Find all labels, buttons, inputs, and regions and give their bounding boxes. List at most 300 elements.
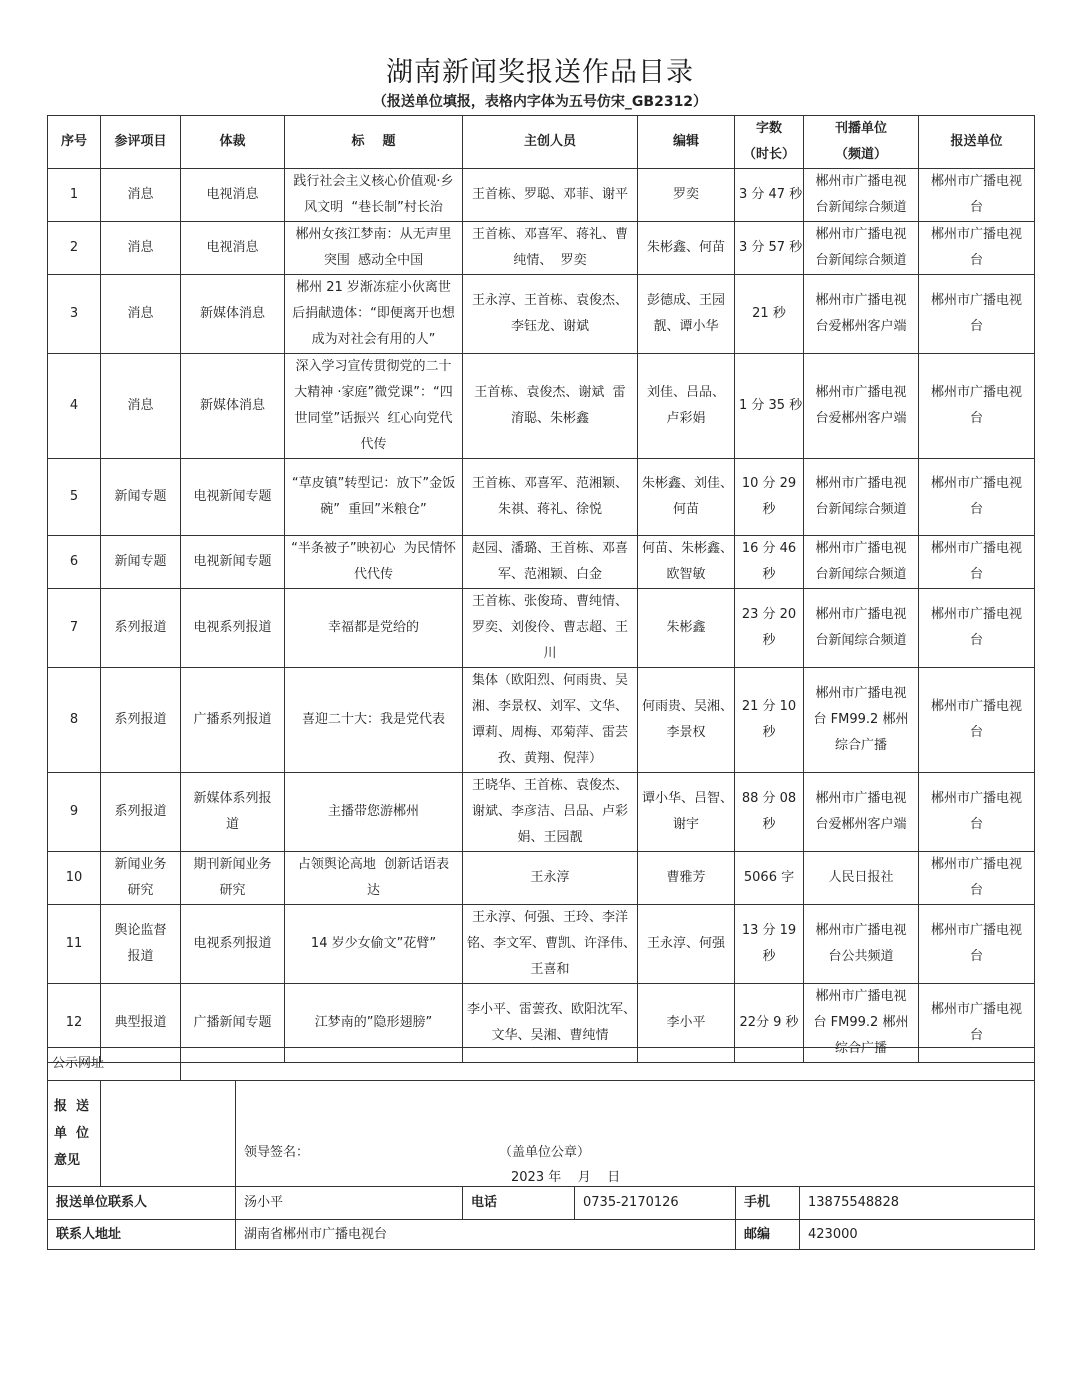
title-cell: [285, 169, 463, 222]
table-row: [48, 852, 1035, 905]
row-number: 10: [48, 852, 101, 905]
opinion-label: [48, 1081, 101, 1187]
submitter-cell: [919, 852, 1035, 905]
postcode-label: 邮编: [736, 1220, 800, 1250]
editor-cell-line: 彭德成、王园: [646, 293, 725, 308]
row-number: 6: [48, 536, 101, 589]
editor-cell: [638, 905, 735, 984]
creators-cell-line: 王首栋、张俊琦、曹纯情、: [471, 594, 628, 609]
creators-cell: [463, 905, 638, 984]
category-cell: [101, 589, 181, 668]
genre-cell: [181, 275, 285, 354]
editor-cell-line: 谢宇: [672, 817, 699, 832]
creators-cell-line: 王首栋、罗聪、邓菲、谢平: [471, 187, 628, 202]
address-label: 联系人地址: [48, 1220, 236, 1250]
leader-signature-label: 领导签名：: [244, 1145, 310, 1160]
creators-cell-line: 王永淳、何强、王玲、李洋: [471, 910, 628, 925]
editor-cell-line: 李小平: [666, 1015, 706, 1030]
media-cell-line: 郴州市广播电视: [815, 174, 907, 189]
editor-cell-line: 李景权: [666, 725, 706, 740]
media-cell: [804, 536, 919, 589]
table-row: [48, 589, 1035, 668]
media-cell-line: 郴州市广播电视: [815, 385, 907, 400]
creators-cell-line: 娟、王园靓: [517, 830, 583, 845]
opinion-blank: [101, 1081, 236, 1187]
length-cell: [735, 852, 804, 905]
submitter-cell-line: 台: [969, 411, 983, 426]
media-cell: [804, 852, 919, 905]
genre-cell: [181, 222, 285, 275]
creators-cell-line: 王永淳: [530, 870, 570, 885]
header-genre: 体裁: [181, 116, 285, 169]
length-cell-line: 秒: [762, 502, 776, 517]
title-cell-line: 达: [366, 883, 380, 898]
length-cell-line: 22分 9 秒: [739, 1015, 799, 1030]
submitter-cell-line: 郴州市广播电视: [930, 476, 1022, 491]
length-cell-line: 23 分 20: [741, 607, 797, 622]
submitter-cell: [919, 668, 1035, 773]
submitter-cell-line: 台: [969, 502, 983, 517]
title-cell-line: “半条被子”映初心 为民情怀: [291, 541, 456, 556]
title-cell-line: 14 岁少女偷文”花臂”: [310, 936, 437, 951]
row-number: 7: [48, 589, 101, 668]
header-title: 标 题: [285, 116, 463, 169]
genre-cell-line: 电视新闻专题: [193, 489, 272, 504]
editor-cell-line: 靓、谭小华: [653, 319, 719, 334]
creators-cell-line: 王首栋、邓喜军、蒋礼、曹: [471, 227, 628, 242]
title-cell: [285, 852, 463, 905]
category-cell: [101, 459, 181, 536]
length-cell: [735, 222, 804, 275]
editor-cell: [638, 852, 735, 905]
category-cell: [101, 275, 181, 354]
submitter-cell-line: 郴州市广播电视: [930, 923, 1022, 938]
genre-cell: [181, 536, 285, 589]
creators-cell: [463, 589, 638, 668]
submitter-cell-line: 台: [969, 949, 983, 964]
table-row: [48, 354, 1035, 459]
title-cell: [285, 275, 463, 354]
creators-cell: [463, 169, 638, 222]
length-cell: [735, 773, 804, 852]
header-no: 序号: [48, 116, 101, 169]
creators-cell-line: 王永淳、王首栋、袁俊杰、: [471, 293, 628, 308]
category-cell-line: 消息: [127, 398, 154, 413]
opinion-label-line3: 意见: [54, 1153, 81, 1168]
category-cell: [101, 222, 181, 275]
editor-cell: [638, 589, 735, 668]
media-cell-line: 台新闻综合频道: [815, 633, 907, 648]
header-length-line1: 字数: [755, 121, 782, 136]
category-cell: [101, 354, 181, 459]
genre-cell: [181, 852, 285, 905]
category-cell-line: 新闻专题: [114, 489, 167, 504]
media-cell-line: 人民日报社: [828, 870, 894, 885]
row-number: 1: [48, 169, 101, 222]
submitter-cell-line: 台: [969, 633, 983, 648]
editor-cell-line: 何苗、朱彬鑫、: [642, 541, 734, 556]
publicity-label: 公示网址: [48, 1048, 181, 1081]
title-cell: [285, 773, 463, 852]
media-cell-line: 台爱郴州客户端: [815, 319, 907, 334]
editor-cell-line: 曹雅芳: [666, 870, 706, 885]
length-cell: [735, 354, 804, 459]
editor-cell-line: 罗奕: [672, 187, 699, 202]
address-value: 湖南省郴州市广播电视台: [236, 1220, 736, 1250]
table-row: [48, 668, 1035, 773]
title-cell-line: 践行社会主义核心价值观·乡: [293, 174, 454, 189]
title-cell-line: 代代传: [353, 567, 393, 582]
table-header-row: [48, 116, 1035, 169]
creators-cell-line: 军、范湘颖、白金: [497, 567, 602, 582]
creators-cell-line: 罗奕、刘俊伶、曹志超、王: [471, 620, 628, 635]
table-body: [48, 169, 1035, 1063]
title-cell-line: 郴州 21 岁渐冻症小伙离世: [296, 280, 451, 295]
title-cell: [285, 536, 463, 589]
table-row: [48, 169, 1035, 222]
creators-cell: [463, 354, 638, 459]
media-cell-line: 郴州市广播电视: [815, 923, 907, 938]
title-cell-line: 突围 感动全中国: [323, 253, 424, 268]
entries-table: [47, 115, 1035, 1063]
document-title: 湖南新闻奖报送作品目录: [386, 57, 694, 88]
length-cell-line: 3 分 47 秒: [739, 187, 803, 202]
contact-person-label: 报送单位联系人: [48, 1187, 236, 1220]
title-cell-line: 风文明 “巷长制”村长治: [304, 200, 443, 215]
submitter-cell: [919, 222, 1035, 275]
length-cell-line: 10 分 29: [741, 476, 797, 491]
length-cell: [735, 668, 804, 773]
category-cell: [101, 852, 181, 905]
title-cell-line: 深入学习宣传贯彻党的二十: [295, 359, 452, 374]
title-cell-line: 江梦南的”隐形翅膀”: [314, 1015, 433, 1030]
phone-label: 电话: [463, 1187, 575, 1220]
table-row: [48, 459, 1035, 536]
editor-cell-line: 朱彬鑫、何苗: [646, 240, 725, 255]
opinion-body: [236, 1081, 1035, 1187]
media-cell-line: 郴州市广播电视: [815, 791, 907, 806]
creators-cell: [463, 222, 638, 275]
title-cell-line: “草皮镇”转型记：放下”金饭: [291, 476, 456, 491]
editor-cell-line: 刘佳、吕品、: [646, 385, 725, 400]
title-cell-line: 后捐献遗体：“即便离开也想: [292, 306, 455, 321]
media-cell: [804, 222, 919, 275]
creators-cell: [463, 852, 638, 905]
length-cell: [735, 905, 804, 984]
length-cell-line: 秒: [762, 817, 776, 832]
header-submitter: 报送单位: [919, 116, 1035, 169]
table-row: [48, 275, 1035, 354]
media-cell-line: 郴州市广播电视: [815, 541, 907, 556]
creators-cell-line: 纯情、 罗奕: [513, 253, 587, 268]
media-cell-line: 台爱郴州客户端: [815, 411, 907, 426]
editor-cell-line: 卢彩娟: [666, 411, 706, 426]
length-cell-line: 秒: [762, 633, 776, 648]
media-cell-line: 郴州市广播电视: [815, 607, 907, 622]
length-cell-line: 21 分 10: [741, 699, 797, 714]
submitter-cell: [919, 169, 1035, 222]
length-cell-line: 3 分 57 秒: [739, 240, 803, 255]
creators-cell-line: 谢斌、李彦洁、吕品、卢彩: [471, 804, 628, 819]
creators-cell-line: 川: [543, 646, 557, 661]
submitter-cell: [919, 905, 1035, 984]
mobile-value: 13875548828: [800, 1187, 1035, 1220]
category-cell-line: 报道: [127, 949, 154, 964]
creators-cell-line: 王晓华、王首栋、袁俊杰、: [471, 778, 628, 793]
mobile-label: 手机: [736, 1187, 800, 1220]
publicity-value[interactable]: [181, 1048, 1035, 1081]
header-creators: 主创人员: [463, 116, 638, 169]
media-cell: [804, 668, 919, 773]
editor-cell: [638, 668, 735, 773]
media-cell-line: 台 FM99.2 郴州: [813, 1015, 909, 1030]
row-number: 4: [48, 354, 101, 459]
header-media-line2: （频道）: [834, 147, 887, 162]
opinion-label-line2: 单 位: [54, 1126, 90, 1141]
category-cell-line: 消息: [127, 306, 154, 321]
submitter-cell: [919, 354, 1035, 459]
header-length: [735, 116, 804, 169]
genre-cell: [181, 773, 285, 852]
submitter-cell-line: 郴州市广播电视: [930, 293, 1022, 308]
editor-cell: [638, 275, 735, 354]
category-cell-line: 典型报道: [114, 1015, 167, 1030]
length-cell-line: 秒: [762, 567, 776, 582]
submitter-cell-line: 台: [969, 1028, 983, 1043]
media-cell-line: 台新闻综合频道: [815, 567, 907, 582]
submitter-cell-line: 台: [969, 883, 983, 898]
submitter-cell-line: 台: [969, 253, 983, 268]
media-cell-line: 台公共频道: [828, 949, 894, 964]
media-cell: [804, 169, 919, 222]
media-cell-line: 台新闻综合频道: [815, 200, 907, 215]
editor-cell-line: 何雨贵、吴湘、: [642, 699, 734, 714]
media-cell-line: 郴州市广播电视: [815, 227, 907, 242]
creators-cell-line: 朱祺、蒋礼、徐悦: [497, 502, 602, 517]
category-cell: [101, 668, 181, 773]
editor-cell: [638, 459, 735, 536]
submitter-cell-line: 郴州市广播电视: [930, 174, 1022, 189]
media-cell: [804, 905, 919, 984]
seal-note: （盖单位公章）: [499, 1145, 591, 1160]
category-cell-line: 系列报道: [114, 712, 167, 727]
submitter-cell-line: 台: [969, 725, 983, 740]
category-cell: [101, 536, 181, 589]
genre-cell: [181, 459, 285, 536]
media-cell-line: 台新闻综合频道: [815, 502, 907, 517]
media-cell-line: 台 FM99.2 郴州: [813, 712, 909, 727]
category-cell: [101, 169, 181, 222]
title-cell: [285, 354, 463, 459]
length-cell-line: 88 分 08: [741, 791, 797, 806]
genre-cell: [181, 668, 285, 773]
editor-cell-line: 何苗: [672, 502, 699, 517]
creators-cell-line: 湘、李景权、刘军、文华、: [471, 699, 628, 714]
editor-cell: [638, 222, 735, 275]
title-cell: [285, 589, 463, 668]
creators-cell: [463, 773, 638, 852]
genre-cell-line: 研究: [219, 883, 246, 898]
editor-cell-line: 谭小华、吕智、: [642, 791, 734, 806]
table-row: [48, 536, 1035, 589]
category-cell-line: 消息: [127, 187, 154, 202]
category-cell-line: 消息: [127, 240, 154, 255]
row-number: 8: [48, 668, 101, 773]
category-cell-line: 舆论监督: [114, 923, 167, 938]
title-cell-line: 大精神 ·家庭”微党课”：“四: [294, 385, 453, 400]
media-cell: [804, 275, 919, 354]
row-number: 11: [48, 905, 101, 984]
submitter-cell: [919, 459, 1035, 536]
creators-cell-line: 文华、吴湘、曹纯情: [491, 1028, 609, 1043]
phone-value: 0735-2170126: [575, 1187, 736, 1220]
title-cell-line: 主播带您游郴州: [327, 804, 419, 819]
category-cell-line: 新闻业务: [114, 857, 167, 872]
genre-cell-line: 广播新闻专题: [193, 1015, 272, 1030]
genre-cell-line: 新媒体消息: [199, 398, 265, 413]
submitter-cell-line: 郴州市广播电视: [930, 227, 1022, 242]
title-cell-line: 碗” 重回”米粮仓”: [320, 502, 427, 517]
row-number: 5: [48, 459, 101, 536]
editor-cell: [638, 354, 735, 459]
submitter-cell-line: 郴州市广播电视: [930, 857, 1022, 872]
length-cell: [735, 536, 804, 589]
table-row: [48, 773, 1035, 852]
header-length-line2: （时长）: [742, 147, 795, 162]
editor-cell-line: 王永淳、何强: [646, 936, 725, 951]
creators-cell-line: 孜、黄翔、倪萍）: [497, 751, 602, 766]
title-cell-line: 占领舆论高地 创新话语表: [297, 857, 450, 872]
header-category: 参评项目: [101, 116, 181, 169]
length-cell: [735, 169, 804, 222]
creators-cell: [463, 459, 638, 536]
creators-cell-line: 王喜和: [530, 962, 570, 977]
title-cell: [285, 222, 463, 275]
title-cell-line: 幸福都是党给的: [327, 620, 419, 635]
genre-cell-line: 新媒体消息: [199, 306, 265, 321]
editor-cell-line: 欧智敏: [666, 567, 706, 582]
length-cell-line: 5066 字: [743, 870, 795, 885]
opinion-table: [47, 1080, 1035, 1187]
creators-cell-line: 铭、李文军、曹凯、许泽伟、: [467, 936, 637, 951]
genre-cell-line: 期刊新闻业务: [193, 857, 272, 872]
length-cell-line: 21 秒: [752, 306, 786, 321]
title-cell-line: 郴州女孩江梦南：从无声里: [295, 227, 452, 242]
editor-cell-line: 朱彬鑫、刘佳、: [642, 476, 734, 491]
submitter-cell-line: 郴州市广播电视: [930, 791, 1022, 806]
editor-cell: [638, 536, 735, 589]
header-editor: 编辑: [638, 116, 735, 169]
length-cell-line: 1 分 35 秒: [739, 398, 803, 413]
title-cell-line: 代传: [360, 437, 387, 452]
row-number: 9: [48, 773, 101, 852]
genre-cell-line: 广播系列报道: [193, 712, 272, 727]
genre-cell-line: 新媒体系列报: [193, 791, 272, 806]
category-cell-line: 研究: [127, 883, 154, 898]
title-cell-line: 喜迎二十大：我是党代表: [301, 712, 445, 727]
category-cell-line: 系列报道: [114, 620, 167, 635]
contact-person: 汤小平: [236, 1187, 463, 1220]
publicity-table: [47, 1047, 1035, 1081]
media-cell-line: 综合广播: [834, 738, 887, 753]
editor-cell-line: 朱彬鑫: [666, 620, 706, 635]
table-row: [48, 905, 1035, 984]
submitter-cell-line: 郴州市广播电视: [930, 541, 1022, 556]
genre-cell-line: 道: [225, 817, 239, 832]
row-number: 2: [48, 222, 101, 275]
media-cell: [804, 354, 919, 459]
submitter-cell-line: 台: [969, 817, 983, 832]
creators-cell-line: 淯聪、朱彬鑫: [510, 411, 589, 426]
submitter-cell-line: 台: [969, 200, 983, 215]
genre-cell: [181, 169, 285, 222]
date-line: 2023 年 月 日: [511, 1170, 621, 1185]
creators-cell: [463, 275, 638, 354]
document-subtitle: （报送单位填报，表格内字体为五号仿宋_GB2312）: [372, 94, 708, 110]
media-cell: [804, 459, 919, 536]
media-cell-line: 郴州市广播电视: [815, 293, 907, 308]
length-cell-line: 秒: [762, 949, 776, 964]
genre-cell-line: 电视系列报道: [193, 620, 272, 635]
genre-cell-line: 电视系列报道: [193, 936, 272, 951]
title-cell-line: 世同堂”话振兴 红心向党代: [294, 411, 453, 426]
creators-cell-line: 赵园、潘璐、王首栋、邓喜: [471, 541, 628, 556]
table-row: [48, 222, 1035, 275]
category-cell-line: 新闻专题: [114, 554, 167, 569]
submitter-cell-line: 郴州市广播电视: [930, 699, 1022, 714]
postcode-value: 423000: [800, 1220, 1035, 1250]
row-number: 12: [48, 984, 101, 1063]
genre-cell: [181, 354, 285, 459]
title-cell: [285, 905, 463, 984]
media-cell-line: 台新闻综合频道: [815, 253, 907, 268]
creators-cell-line: 集体（欧阳烈、何雨贵、吴: [471, 673, 628, 688]
editor-cell: [638, 773, 735, 852]
title-cell-line: 成为对社会有用的人”: [311, 332, 436, 347]
length-cell-line: 16 分 46: [741, 541, 797, 556]
media-cell-line: 台爱郴州客户端: [815, 817, 907, 832]
genre-cell-line: 电视消息: [206, 187, 259, 202]
submitter-cell-line: 郴州市广播电视: [930, 1002, 1022, 1017]
submitter-cell-line: 郴州市广播电视: [930, 385, 1022, 400]
header-media: [804, 116, 919, 169]
media-cell: [804, 773, 919, 852]
length-cell: [735, 275, 804, 354]
creators-cell-line: 王首栋、袁俊杰、谢斌 雷: [474, 385, 626, 400]
opinion-label-line1: 报 送: [54, 1099, 90, 1114]
media-cell-line: 综合广播: [834, 1041, 887, 1056]
header-media-line1: 刊播单位: [834, 121, 887, 136]
length-cell-line: 13 分 19: [741, 923, 797, 938]
contact-table: [47, 1186, 1035, 1250]
media-cell-line: 郴州市广播电视: [815, 476, 907, 491]
creators-cell-line: 谭莉、周梅、邓菊萍、雷芸: [471, 725, 628, 740]
creators-cell-line: 李小平、雷蕓孜、欧阳沈军、: [467, 1002, 637, 1017]
length-cell-line: 秒: [762, 725, 776, 740]
title-cell: [285, 668, 463, 773]
creators-cell: [463, 536, 638, 589]
editor-cell: [638, 169, 735, 222]
media-cell: [804, 589, 919, 668]
creators-cell-line: 李钰龙、谢斌: [510, 319, 589, 334]
category-cell: [101, 773, 181, 852]
length-cell: [735, 589, 804, 668]
submitter-cell-line: 台: [969, 567, 983, 582]
submitter-cell-line: 郴州市广播电视: [930, 607, 1022, 622]
media-cell-line: 郴州市广播电视: [815, 989, 907, 1004]
submitter-cell: [919, 773, 1035, 852]
category-cell: [101, 905, 181, 984]
